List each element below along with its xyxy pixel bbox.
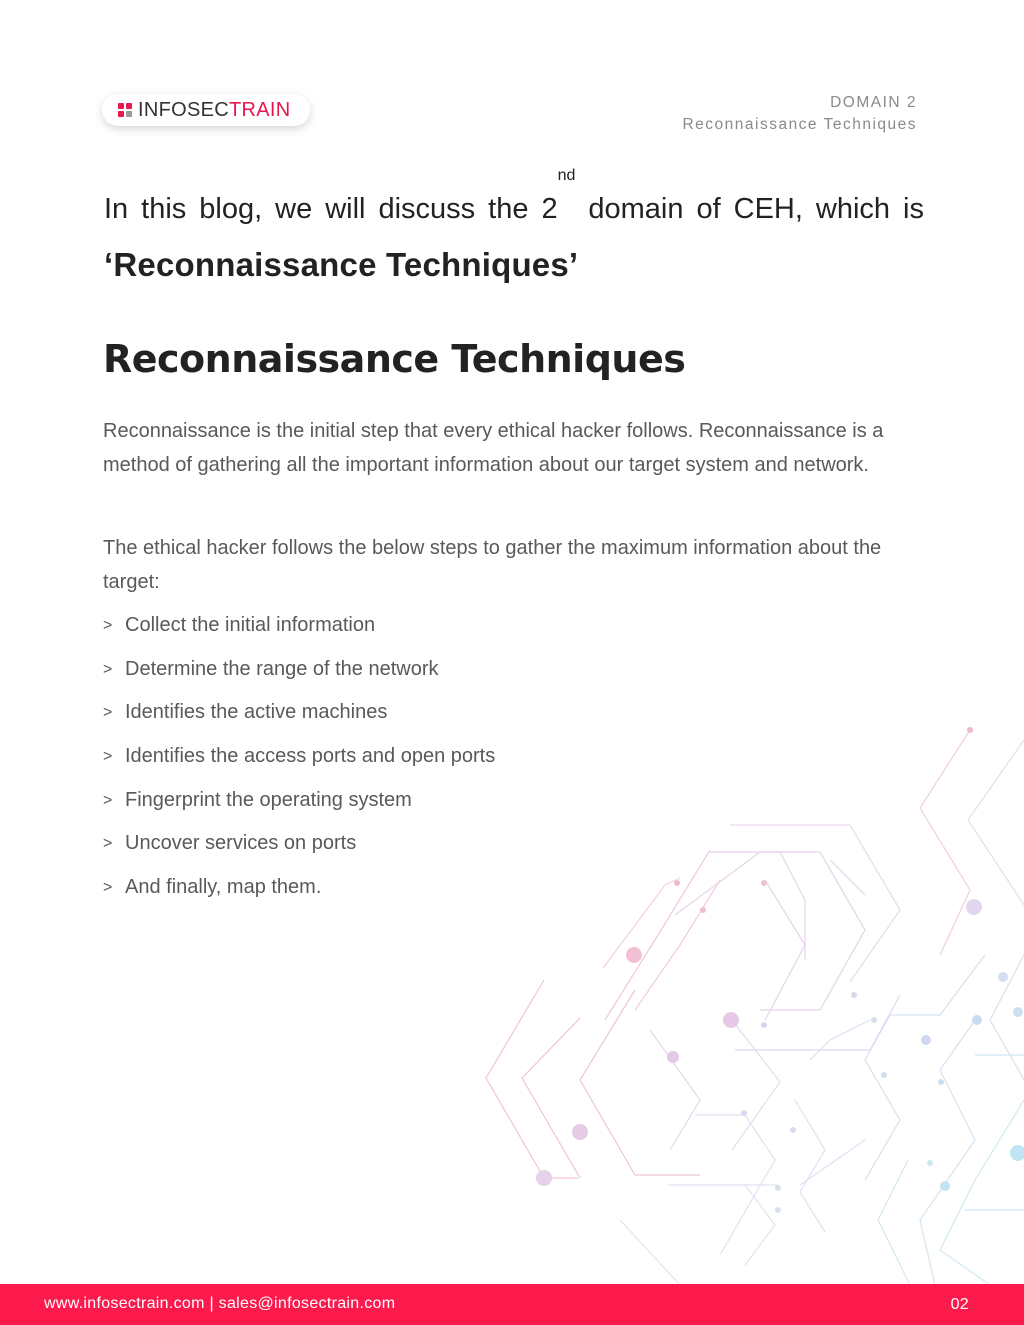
chevron-right-icon: > (103, 704, 113, 722)
logo-text (138, 100, 291, 120)
chevron-right-icon: > (103, 617, 113, 634)
chevron-right-icon: > (103, 791, 113, 809)
list-item (103, 607, 495, 651)
page-title: Reconnaissance Techniques (103, 337, 686, 381)
logo-text-part1: INFOSEC (138, 99, 229, 121)
list-item-text: Identifies the active machines (125, 701, 388, 724)
footer-contact: www.infosectrain.com | sales@infosectrain.com (44, 1295, 396, 1312)
header-domain-info (682, 92, 917, 136)
intro-text-before: In this blog, we will discuss the 2 (104, 193, 558, 225)
intro-superscript: nd (557, 167, 576, 184)
logo (102, 94, 310, 126)
list-item-text: And finally, map them. (125, 876, 322, 899)
intro-text-after: domain of CEH, which is (575, 193, 924, 225)
paragraph-steps-intro: The ethical hacker follows the below steps to gather the maximum information about the target: (103, 537, 882, 593)
list-item (103, 694, 495, 738)
list-item (103, 651, 495, 695)
list-item-text: Determine the range of the network (125, 657, 439, 680)
chevron-right-icon: > (103, 835, 113, 853)
footer-bar (0, 1284, 1024, 1325)
chevron-right-icon: > (103, 879, 113, 897)
list-item (103, 738, 495, 782)
logo-text-part2: TRAIN (229, 99, 291, 121)
domain-subtitle: Reconnaissance Techniques (682, 116, 917, 133)
paragraph-intro: Reconnaissance is the initial step that every ethical hacker follows. Reconnaissance is a method of gathering all the important information about our target system and network. (103, 420, 884, 476)
list-item (103, 869, 495, 913)
list-item (103, 825, 495, 869)
list-item (103, 782, 495, 826)
intro-text (104, 167, 924, 295)
list-item-text: Uncover services on ports (125, 832, 357, 855)
chevron-right-icon: > (103, 660, 113, 678)
list-item-text: Collect the initial information (125, 614, 376, 636)
decorative-network-graphic (470, 720, 1024, 1285)
domain-label: DOMAIN 2 (830, 94, 917, 111)
list-item-text: Fingerprint the operating system (125, 788, 412, 811)
list-item-text: Identifies the access ports and open ports (125, 745, 496, 768)
page-number: 02 (950, 1296, 969, 1313)
steps-list (103, 607, 495, 913)
logo-mark-icon (118, 103, 133, 118)
chevron-right-icon: > (103, 748, 113, 766)
intro-emphasis: ‘Reconnaissance Techniques’ (104, 246, 579, 283)
